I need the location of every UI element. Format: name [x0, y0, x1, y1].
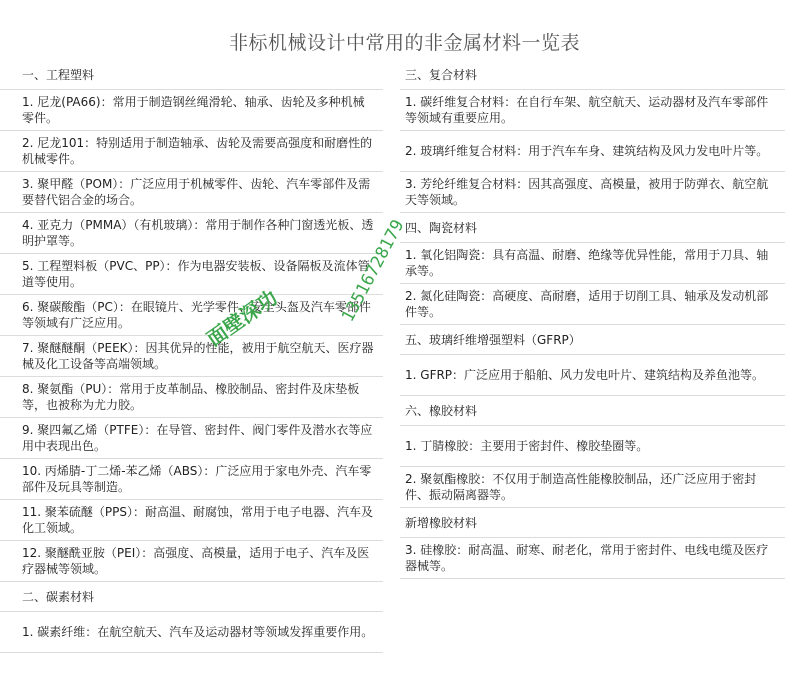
list-item-text: 11. 聚苯硫醚（PPS）：耐高温、耐腐蚀，常用于电子电器、汽车及化工领域。	[22, 505, 373, 535]
list-item-text: 12. 聚醚酰亚胺（PEI）：高强度、高模量，适用于电子、汽车及医疗器械等领域。	[22, 546, 370, 576]
section-heading-rubber-materials	[400, 396, 785, 426]
list-item-text: 6. 聚碳酸酯（PC）：在眼镜片、光学零件、安全头盔及汽车零部件等领域有广泛应用。	[22, 300, 371, 330]
list-item	[400, 243, 785, 284]
section-heading-text: 四、陶瓷材料	[405, 220, 478, 235]
list-item	[0, 377, 383, 418]
list-item	[0, 500, 383, 541]
page-title: 非标机械设计中常用的非金属材料一览表	[228, 32, 580, 54]
list-item	[400, 90, 785, 131]
section-heading-engineering-plastics	[0, 60, 383, 90]
list-item-text: 3. 芳纶纤维复合材料：因其高强度、高模量，被用于防弹衣、航空航天等领域。	[405, 177, 769, 207]
list-item	[0, 459, 383, 500]
list-item	[0, 295, 383, 336]
list-item-text: 1. 丁腈橡胶：主要用于密封件、橡胶垫圈等。	[405, 439, 649, 453]
section-heading-text: 新增橡胶材料	[405, 515, 478, 530]
list-item-text: 2. 尼龙101：特别适用于制造轴承、齿轮及需要高强度和耐磨性的机械零件。	[22, 136, 373, 166]
list-item	[400, 538, 785, 579]
list-item	[400, 284, 785, 325]
section-heading-text: 二、碳素材料	[22, 589, 95, 604]
section-heading-text: 一、工程塑料	[22, 67, 95, 82]
section-heading-composite-materials	[400, 60, 785, 90]
list-item	[0, 541, 383, 582]
section-heading-new-rubber-materials	[400, 508, 785, 538]
left-column	[0, 60, 383, 653]
list-item	[400, 467, 785, 508]
list-item	[0, 172, 383, 213]
list-item	[400, 355, 785, 396]
list-item-text: 5. 工程塑料板（PVC、PP）：作为电器安装板、设备隔板及流体管道等使用。	[22, 259, 370, 289]
list-item	[0, 254, 383, 295]
list-item	[400, 172, 785, 213]
list-item	[400, 426, 785, 467]
list-item	[0, 336, 383, 377]
list-item-text: 9. 聚四氟乙烯（PTFE）：在导管、密封件、阀门零件及潜水衣等应用中表现出色。	[22, 423, 373, 453]
section-heading-carbon-materials	[0, 582, 383, 612]
right-column	[400, 60, 785, 579]
list-item-text: 3. 硅橡胶：耐高温、耐寒、耐老化，常用于密封件、电线电缆及医疗器械等。	[405, 543, 769, 573]
watermark-number: 13516728179	[338, 216, 409, 326]
section-heading-text: 六、橡胶材料	[405, 403, 478, 418]
section-heading-text: 五、玻璃纤维增强塑料（GFRP）	[405, 332, 581, 347]
list-item-text: 1. 碳纤维复合材料：在自行车架、航空航天、运动器材及汽车零部件等领域有重要应用。	[405, 95, 769, 125]
list-item	[0, 418, 383, 459]
list-item-text: 1. 尼龙(PA66)：常用于制造钢丝绳滑轮、轴承、齿轮及多种机械零件。	[22, 95, 365, 125]
list-item-text: 3. 聚甲醛（POM）：广泛应用于机械零件、齿轮、汽车零部件及需要替代铝合金的场合。	[22, 177, 371, 207]
section-heading-text: 三、复合材料	[405, 67, 478, 82]
list-item-text: 2. 聚氨酯橡胶：不仅用于制造高性能橡胶制品，还广泛应用于密封件、振动隔离器等。	[405, 472, 757, 502]
list-item-text: 8. 聚氨酯（PU）：常用于皮革制品、橡胶制品、密封件及床垫板等，也被称为尤力胶。	[22, 382, 360, 412]
section-heading-gfrp	[400, 325, 785, 355]
list-item-text: 1. 氧化铝陶瓷：具有高温、耐磨、绝缘等优异性能，常用于刀具、轴承等。	[405, 248, 769, 278]
section-heading-ceramic-materials	[400, 213, 785, 243]
list-item-text: 7. 聚醚醚酮（PEEK）：因其优异的性能，被用于航空航天、医疗器械及化工设备等高端领域。	[22, 341, 374, 371]
list-item	[0, 90, 383, 131]
list-item-text: 1. GFRP：广泛应用于船舶、风力发电叶片、建筑结构及养鱼池等。	[405, 368, 765, 382]
list-item	[400, 131, 785, 172]
watermark-name: 面壁深功	[202, 285, 282, 351]
list-item	[0, 213, 383, 254]
list-item-text: 4. 亚克力（PMMA）（有机玻璃）：常用于制作各种门窗透光板、透明护罩等。	[22, 218, 374, 248]
list-item-text: 2. 玻璃纤维复合材料：用于汽车车身、建筑结构及风力发电叶片等。	[405, 144, 769, 158]
list-item	[0, 131, 383, 172]
list-item	[0, 612, 383, 653]
list-item-text: 2. 氮化硅陶瓷：高硬度、高耐磨，适用于切削工具、轴承及发动机部件等。	[405, 289, 769, 319]
list-item-text: 1. 碳素纤维：在航空航天、汽车及运动器材等领域发挥重要作用。	[22, 625, 374, 639]
list-item-text: 10. 丙烯腈-丁二烯-苯乙烯（ABS）：广泛应用于家电外壳、汽车零部件及玩具等制造。	[22, 464, 372, 494]
